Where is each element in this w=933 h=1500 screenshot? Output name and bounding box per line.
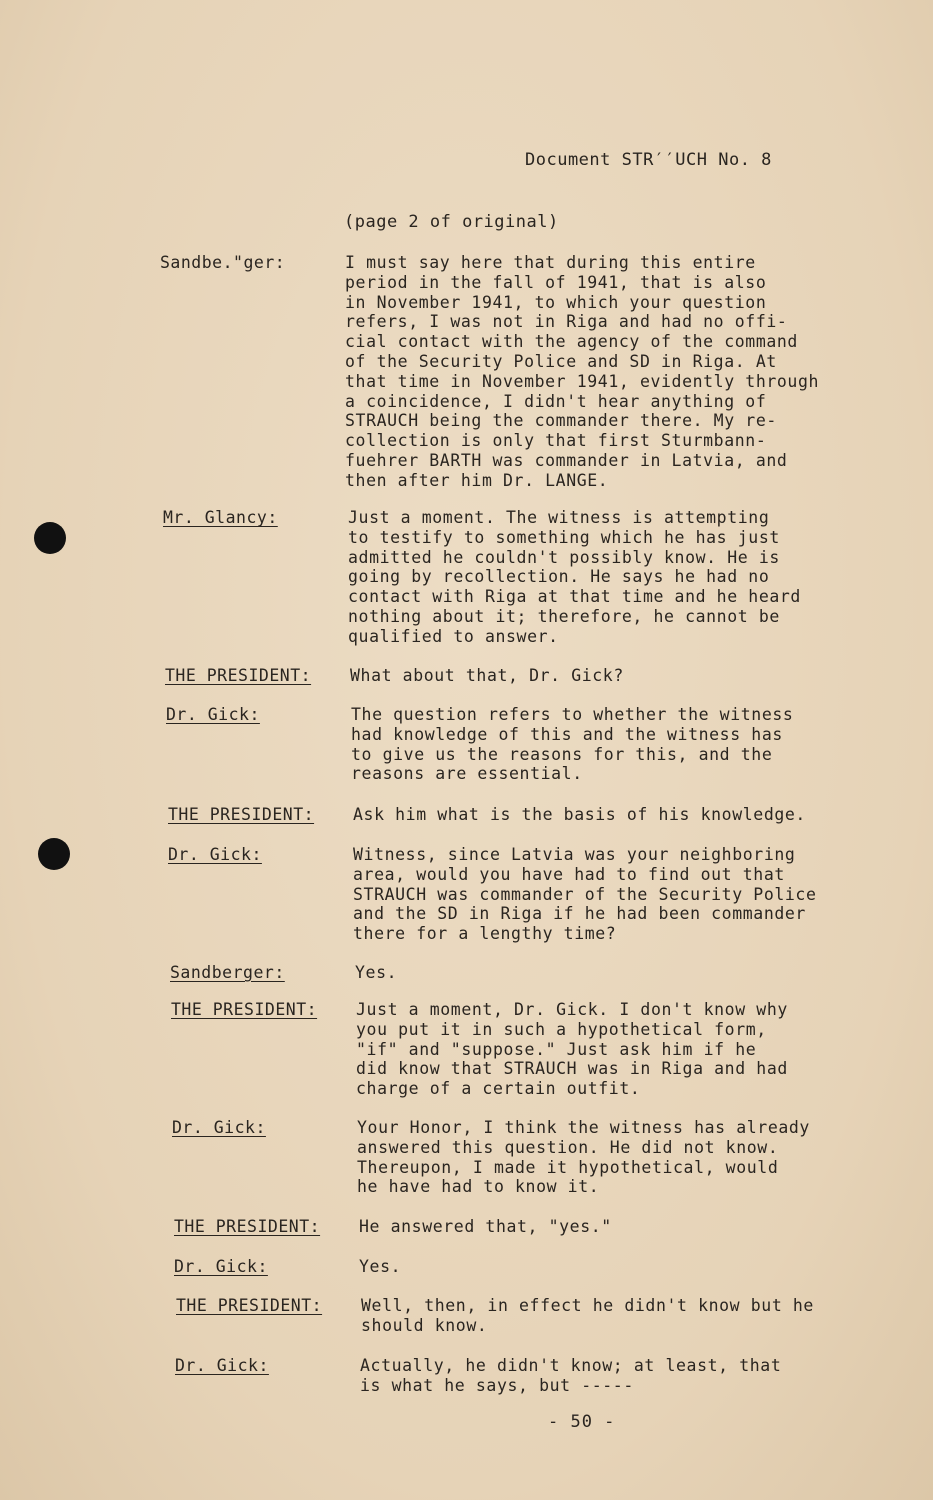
- speaker-label: Sandberger:: [170, 963, 285, 982]
- testimony-text: Witness, since Latvia was your neighboring area, would you have had to find out that STRAUCH was commander of the Security Police and the SD in Riga if he had been commander there for a lengthy time?: [353, 845, 817, 944]
- testimony-text: I must say here that during this entire period in the fall of 1941, that is also in November 1941, to which your question refers, I was not in Riga and had no offi- cial contact with the agency of the command of the Security Police and SD in Riga. At that time in November 1941, evidently through a coincidence, I didn't hear anything of STRAUCH being the commander there. My re- collection is only that first Sturmbann- fuehrer BARTH was commander in Latvia, and then after him Dr. LANGE.: [345, 253, 820, 490]
- punch-hole-top: [34, 522, 66, 554]
- speaker-label: Dr. Gick:: [174, 1257, 268, 1276]
- testimony-text: Well, then, in effect he didn't know but he should know.: [361, 1296, 814, 1335]
- testimony-text: The question refers to whether the witness had knowledge of this and the witness has to give us the reasons for this, and the reasons are essential.: [351, 705, 794, 784]
- speaker-label: Sandbe."ger:: [160, 253, 286, 272]
- page-reference: (page 2 of original): [344, 212, 559, 232]
- testimony-text: He answered that, "yes.": [359, 1217, 612, 1236]
- testimony-text: Your Honor, I think the witness has already answered this question. He did not know. Thereupon, I made it hypothetical, would he have had to know it.: [357, 1118, 810, 1197]
- speaker-label: Dr. Gick:: [168, 845, 262, 864]
- speaker-label: THE PRESIDENT:: [174, 1217, 321, 1236]
- document-title: Document STR′′UCH No. 8: [525, 150, 772, 170]
- testimony-text: Yes.: [359, 1257, 402, 1276]
- speaker-label: THE PRESIDENT:: [176, 1296, 323, 1315]
- testimony-text: Yes.: [355, 963, 398, 982]
- testimony-text: Just a moment, Dr. Gick. I don't know why you put it in such a hypothetical form, "if" and "suppose." Just ask him if he did know that STRAUCH was in Riga and had charge of a certain outfit.: [356, 1000, 788, 1099]
- testimony-text: Actually, he didn't know; at least, that is what he says, but -----: [360, 1356, 782, 1395]
- punch-hole-bottom: [38, 838, 70, 870]
- speaker-label: THE PRESIDENT:: [168, 805, 315, 824]
- speaker-label: Dr. Gick:: [175, 1356, 269, 1375]
- speaker-label: Dr. Gick:: [166, 705, 260, 724]
- testimony-text: Ask him what is the basis of his knowledge.: [353, 805, 806, 824]
- speaker-label: Mr. Glancy:: [163, 508, 278, 527]
- speaker-label: THE PRESIDENT:: [165, 666, 312, 685]
- speaker-label: Dr. Gick:: [172, 1118, 266, 1137]
- testimony-text: What about that, Dr. Gick?: [350, 666, 624, 685]
- page-number: - 50 -: [548, 1412, 616, 1432]
- speaker-label: THE PRESIDENT:: [171, 1000, 318, 1019]
- testimony-text: Just a moment. The witness is attempting to testify to something which he has just admitted he couldn't possibly know. He is going by recollection. He says he had no contact with Riga at that time and he heard nothing about it; therefore, he cannot be qualified to answer.: [348, 508, 801, 646]
